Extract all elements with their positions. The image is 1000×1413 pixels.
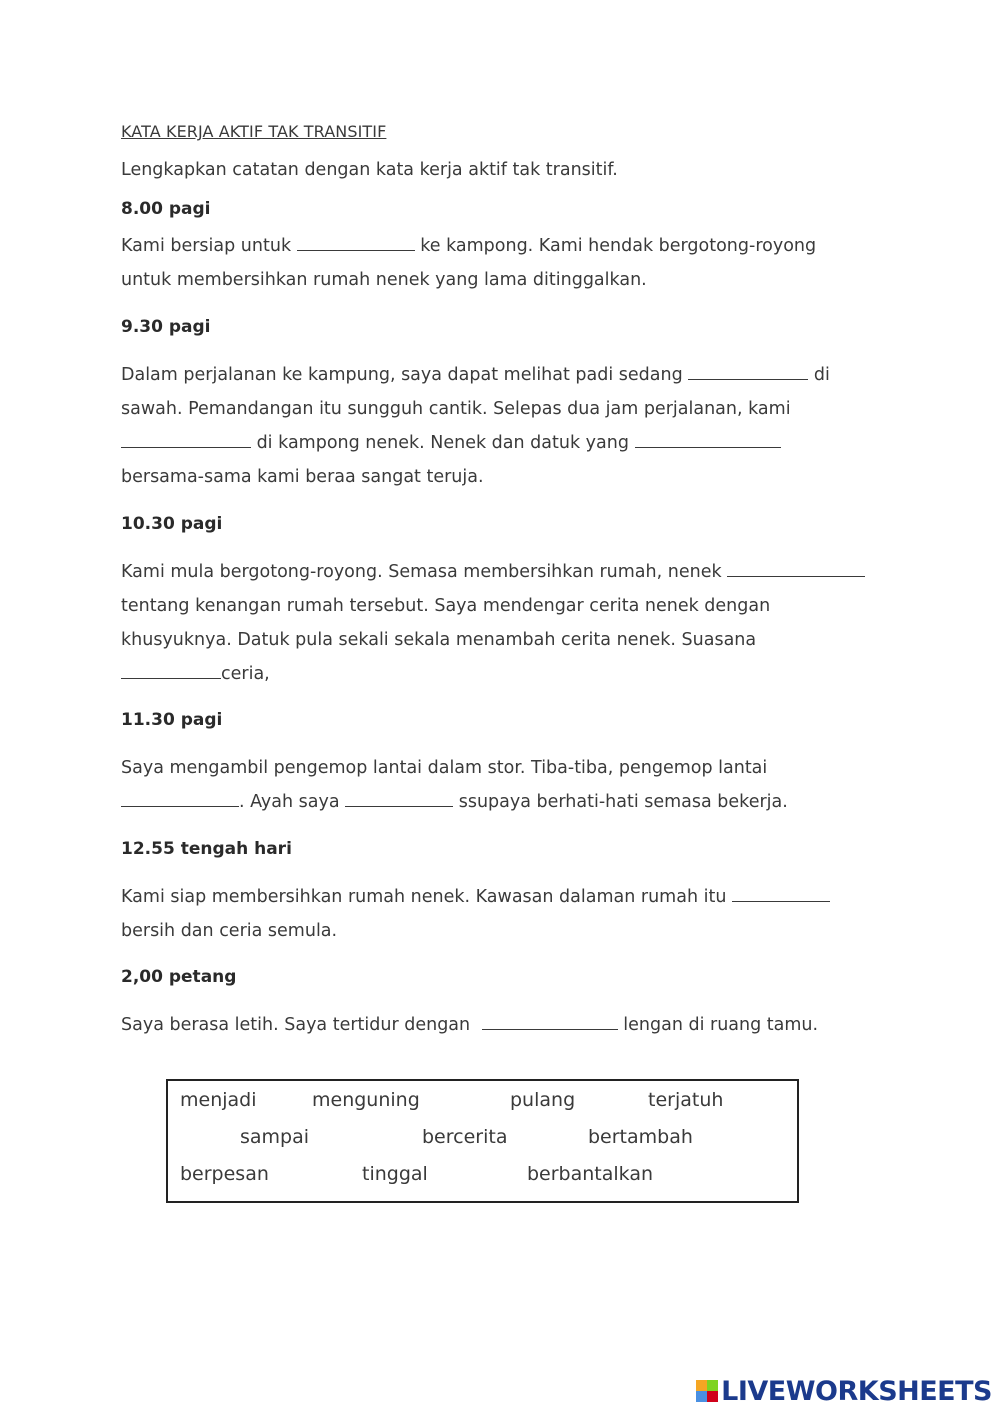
word-bank-item: bertambah bbox=[588, 1126, 693, 1148]
answer-blank[interactable] bbox=[635, 428, 781, 448]
liveworksheets-logo[interactable] bbox=[696, 1374, 992, 1408]
text-fragment: Dalam perjalanan ke kampung, saya dapat melihat padi sedang bbox=[121, 365, 683, 385]
text-fragment: di bbox=[813, 365, 830, 385]
answer-blank[interactable] bbox=[732, 882, 830, 902]
instruction-text: Lengkapkan catatan dengan kata kerja aktif tak transitif. bbox=[121, 160, 618, 180]
section-time-label: 12.55 tengah hari bbox=[121, 839, 292, 859]
text-fragment: ssupaya berhati-hati semasa bekerja. bbox=[458, 792, 788, 812]
section-paragraph bbox=[121, 358, 830, 494]
word-bank-item: menguning bbox=[312, 1089, 420, 1111]
liveworksheets-logo-icon bbox=[696, 1380, 718, 1402]
text-fragment: ceria, bbox=[221, 664, 270, 684]
section-time-label: 8.00 pagi bbox=[121, 199, 211, 219]
section-paragraph bbox=[121, 1008, 818, 1042]
text-line: sawah. Pemandangan itu sungguh cantik. Selepas dua jam perjalanan, kami bbox=[121, 399, 791, 419]
word-bank-item: sampai bbox=[240, 1126, 310, 1148]
section-time-label: 10.30 pagi bbox=[121, 514, 223, 534]
section-paragraph bbox=[121, 555, 865, 691]
word-bank-item: bercerita bbox=[422, 1126, 508, 1148]
text-line: Saya mengambil pengemop lantai dalam stor. Tiba-tiba, pengemop lantai bbox=[121, 758, 768, 778]
answer-blank[interactable] bbox=[121, 787, 239, 807]
section-paragraph bbox=[121, 751, 788, 819]
text-line: untuk membersihkan rumah nenek yang lama ditinggalkan. bbox=[121, 270, 647, 290]
word-bank-item: menjadi bbox=[180, 1089, 257, 1111]
text-line: bersih dan ceria semula. bbox=[121, 921, 338, 941]
logo-text: LIVEWORKSHEETS bbox=[721, 1375, 992, 1407]
text-fragment: lengan di ruang tamu. bbox=[623, 1015, 819, 1035]
text-fragment: Kami siap membersihkan rumah nenek. Kawasan dalaman rumah itu bbox=[121, 887, 727, 907]
text-fragment: ke kampong. Kami hendak bergotong-royong bbox=[420, 236, 817, 256]
text-fragment: . Ayah saya bbox=[239, 792, 340, 812]
word-bank-item: terjatuh bbox=[648, 1089, 724, 1111]
text-line: tentang kenangan rumah tersebut. Saya mendengar cerita nenek dengan bbox=[121, 596, 771, 616]
word-bank-item: tinggal bbox=[362, 1163, 428, 1185]
word-bank-box bbox=[166, 1079, 799, 1203]
text-line: khusyuknya. Datuk pula sekali sekala menambah cerita nenek. Suasana bbox=[121, 630, 757, 650]
answer-blank[interactable] bbox=[727, 557, 865, 577]
worksheet-title: KATA KERJA AKTIF TAK TRANSITIF bbox=[121, 122, 387, 141]
section-time-label: 9.30 pagi bbox=[121, 317, 211, 337]
word-bank-item: berpesan bbox=[180, 1163, 269, 1185]
text-fragment: Kami bersiap untuk bbox=[121, 236, 292, 256]
section-paragraph bbox=[121, 229, 816, 297]
answer-blank[interactable] bbox=[121, 428, 251, 448]
text-line: bersama-sama kami beraa sangat teruja. bbox=[121, 467, 484, 487]
answer-blank[interactable] bbox=[345, 787, 453, 807]
section-time-label: 2,00 petang bbox=[121, 967, 237, 987]
answer-blank[interactable] bbox=[121, 659, 221, 679]
answer-blank[interactable] bbox=[482, 1010, 618, 1030]
text-fragment: di kampong nenek. Nenek dan datuk yang bbox=[256, 433, 629, 453]
text-fragment: Saya berasa letih. Saya tertidur dengan bbox=[121, 1015, 471, 1035]
answer-blank[interactable] bbox=[688, 360, 808, 380]
text-fragment: Kami mula bergotong-royong. Semasa membersihkan rumah, nenek bbox=[121, 562, 722, 582]
section-paragraph bbox=[121, 880, 830, 948]
word-bank-item: berbantalkan bbox=[527, 1163, 654, 1185]
section-time-label: 11.30 pagi bbox=[121, 710, 223, 730]
word-bank-item: pulang bbox=[510, 1089, 576, 1111]
answer-blank[interactable] bbox=[297, 231, 415, 251]
